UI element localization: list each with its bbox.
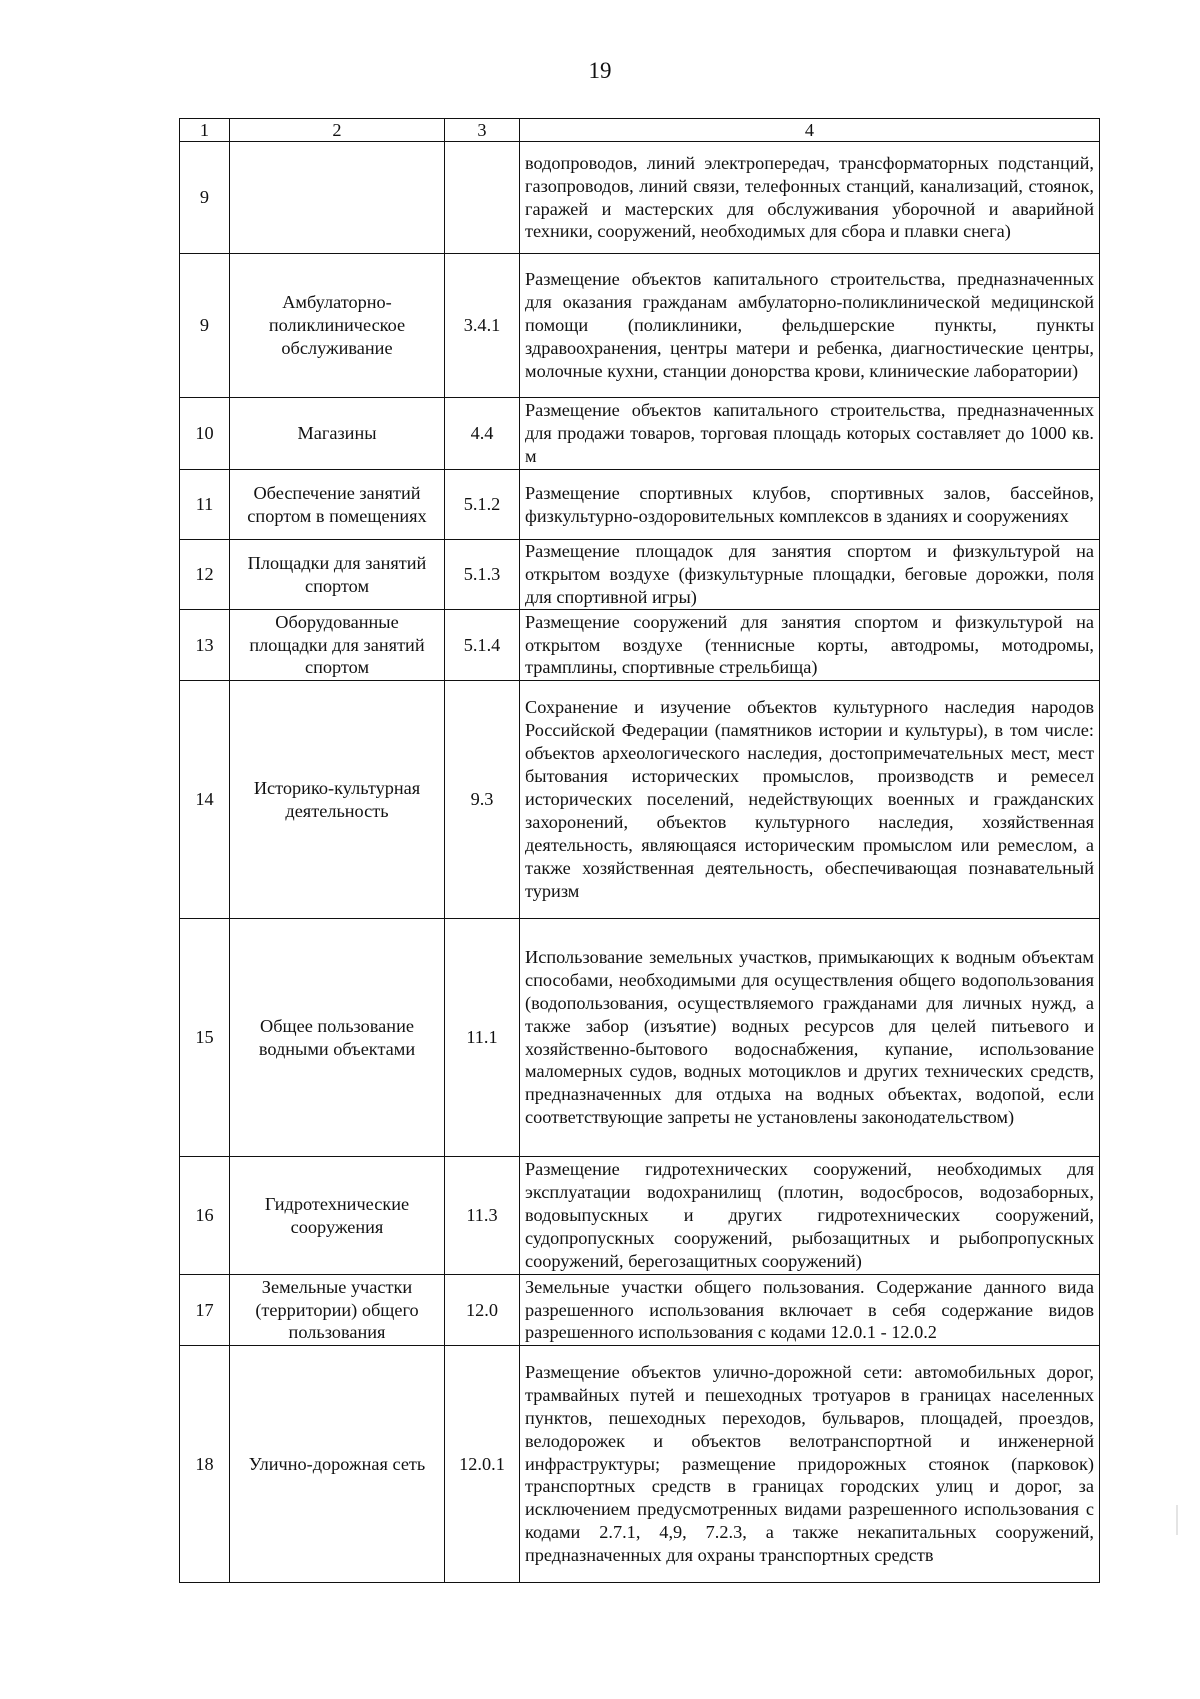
use-type-code: 4.4 [445,398,520,470]
use-type-description: Размещение объектов капитального строительства, предназначенных для оказания гражданам амбулаторно-поликлинической медицинской помощи (поликлиники, фельдшерские пункты, пункты здравоохранения, центры матери и ребенка, диагностические центры, молочные кухни, станции донорства крови, клинические лаборатории) [520,254,1100,398]
row-number: 11 [180,470,230,540]
use-type-description: водопроводов, линий электропередач, трансформаторных подстанций, газопроводов, линий связи, телефонных станций, канализаций, стоянок, гаражей и мастерских для обслуживания уборочной и аварийной техники, сооружений, необходимых для сбора и плавки снега) [520,142,1100,254]
scan-artifact [1176,1505,1178,1535]
use-type-name: Гидротехнические сооружения [230,1157,445,1275]
use-type-description: Земельные участки общего пользования. Содержание данного вида разрешенного использования включает в себя содержание видов разрешенного использования с кодами 12.0.1 - 12.0.2 [520,1275,1100,1346]
row-number: 17 [180,1275,230,1346]
use-type-description: Размещение объектов капитального строительства, предназначенных для продажи товаров, торговая площадь которых составляет до 1000 кв. м [520,398,1100,470]
use-type-code: 11.1 [445,919,520,1157]
use-type-name: Амбулаторно-поликлиническое обслуживание [230,254,445,398]
page-number: 19 [588,58,612,83]
use-type-description: Использование земельных участков, примыкающих к водным объектам способами, необходимыми для осуществления общего водопользования (водопользования, осуществляемого гражданами для личных нужд, а также забор (изъятие) водных ресурсов для целей питьевого и хозяйственно-бытового водоснабжения, купание, использование маломерных судов, водных мотоциклов и других технических средств, предназначенных для отдыха на водных объектах, водопой, если соответствующие запреты не установлены законодательством) [520,919,1100,1157]
use-type-code: 12.0 [445,1275,520,1346]
use-type-name: Площадки для занятий спортом [230,540,445,610]
use-type-code: 5.1.2 [445,470,520,540]
use-type-code: 9.3 [445,681,520,919]
table-row [180,681,1100,919]
use-type-description: Размещение объектов улично-дорожной сети: автомобильных дорог, трамвайных путей и пешеходных тротуаров в границах населенных пунктов, пешеходных переходов, бульваров, площадей, проездов, велодорожек и объектов велотранспортной и инженерной инфраструктуры; размещение придорожных стоянок (парковок) транспортных средств в границах городских улиц и дорог, за исключением предусмотренных видами разрешенного использования с кодами 2.7.1, 4,9, 7.2.3, а также некапитальных сооружений, предназначенных для охраны транспортных средств [520,1346,1100,1583]
use-type-code: 12.0.1 [445,1346,520,1583]
header-col-1: 1 [180,119,230,142]
use-type-name: Магазины [230,398,445,470]
use-type-code: 5.1.4 [445,610,520,681]
table-row [180,1346,1100,1583]
use-type-description: Размещение площадок для занятия спортом и физкультурой на открытом воздухе (физкультурные площадки, беговые дорожки, поля для спортивной игры) [520,540,1100,610]
use-type-code [445,142,520,254]
row-number: 18 [180,1346,230,1583]
header-col-2: 2 [230,119,445,142]
use-type-code: 5.1.3 [445,540,520,610]
row-number: 13 [180,610,230,681]
row-number: 15 [180,919,230,1157]
row-number: 16 [180,1157,230,1275]
row-number: 9 [180,254,230,398]
use-type-name: Общее пользование водными объектами [230,919,445,1157]
header-col-3: 3 [445,119,520,142]
use-type-description: Размещение спортивных клубов, спортивных залов, бассейнов, физкультурно-оздоровительных комплексов в зданиях и сооружениях [520,470,1100,540]
row-number: 9 [180,142,230,254]
header-col-4: 4 [520,119,1100,142]
use-type-description: Сохранение и изучение объектов культурного наследия народов Российской Федерации (памятников истории и культуры), в том числе: объектов археологического наследия, достопримечательных мест, мест бытования исторических промыслов, производств и ремесел исторических поселений, недействующих военных и гражданских захоронений, объектов культурного наследия, хозяйственная деятельность, являющаяся историческим промыслом или ремеслом, а также хозяйственная деятельность, обеспечивающая познавательный туризм [520,681,1100,919]
use-type-name: Улично-дорожная сеть [230,1346,445,1583]
row-number: 10 [180,398,230,470]
use-type-code: 3.4.1 [445,254,520,398]
table-row [180,1275,1100,1346]
use-type-name: Обеспечение занятий спортом в помещениях [230,470,445,540]
table-row [180,610,1100,681]
use-type-name [230,142,445,254]
table-row [180,254,1100,398]
table-row [180,919,1100,1157]
use-type-description: Размещение сооружений для занятия спортом и физкультурой на открытом воздухе (теннисные корты, автодромы, мотодромы, трамплины, спортивные стрельбища) [520,610,1100,681]
row-number: 14 [180,681,230,919]
land-use-table [179,118,1100,1583]
table-row [180,398,1100,470]
use-type-name: Историко-культурная деятельность [230,681,445,919]
table-row [180,540,1100,610]
row-number: 12 [180,540,230,610]
use-type-name: Земельные участки (территории) общего пользования [230,1275,445,1346]
use-type-code: 11.3 [445,1157,520,1275]
use-type-name: Оборудованные площадки для занятий спортом [230,610,445,681]
use-type-description: Размещение гидротехнических сооружений, необходимых для эксплуатации водохранилищ (плотин, водосбросов, водозаборных, водовыпускных и других гидротехнических сооружений, судопропускных сооружений, рыбозащитных и рыбопропускных сооружений, берегозащитных сооружений) [520,1157,1100,1275]
table-row [180,142,1100,254]
table-row [180,1157,1100,1275]
table-row [180,470,1100,540]
table-header-row [180,119,1100,142]
